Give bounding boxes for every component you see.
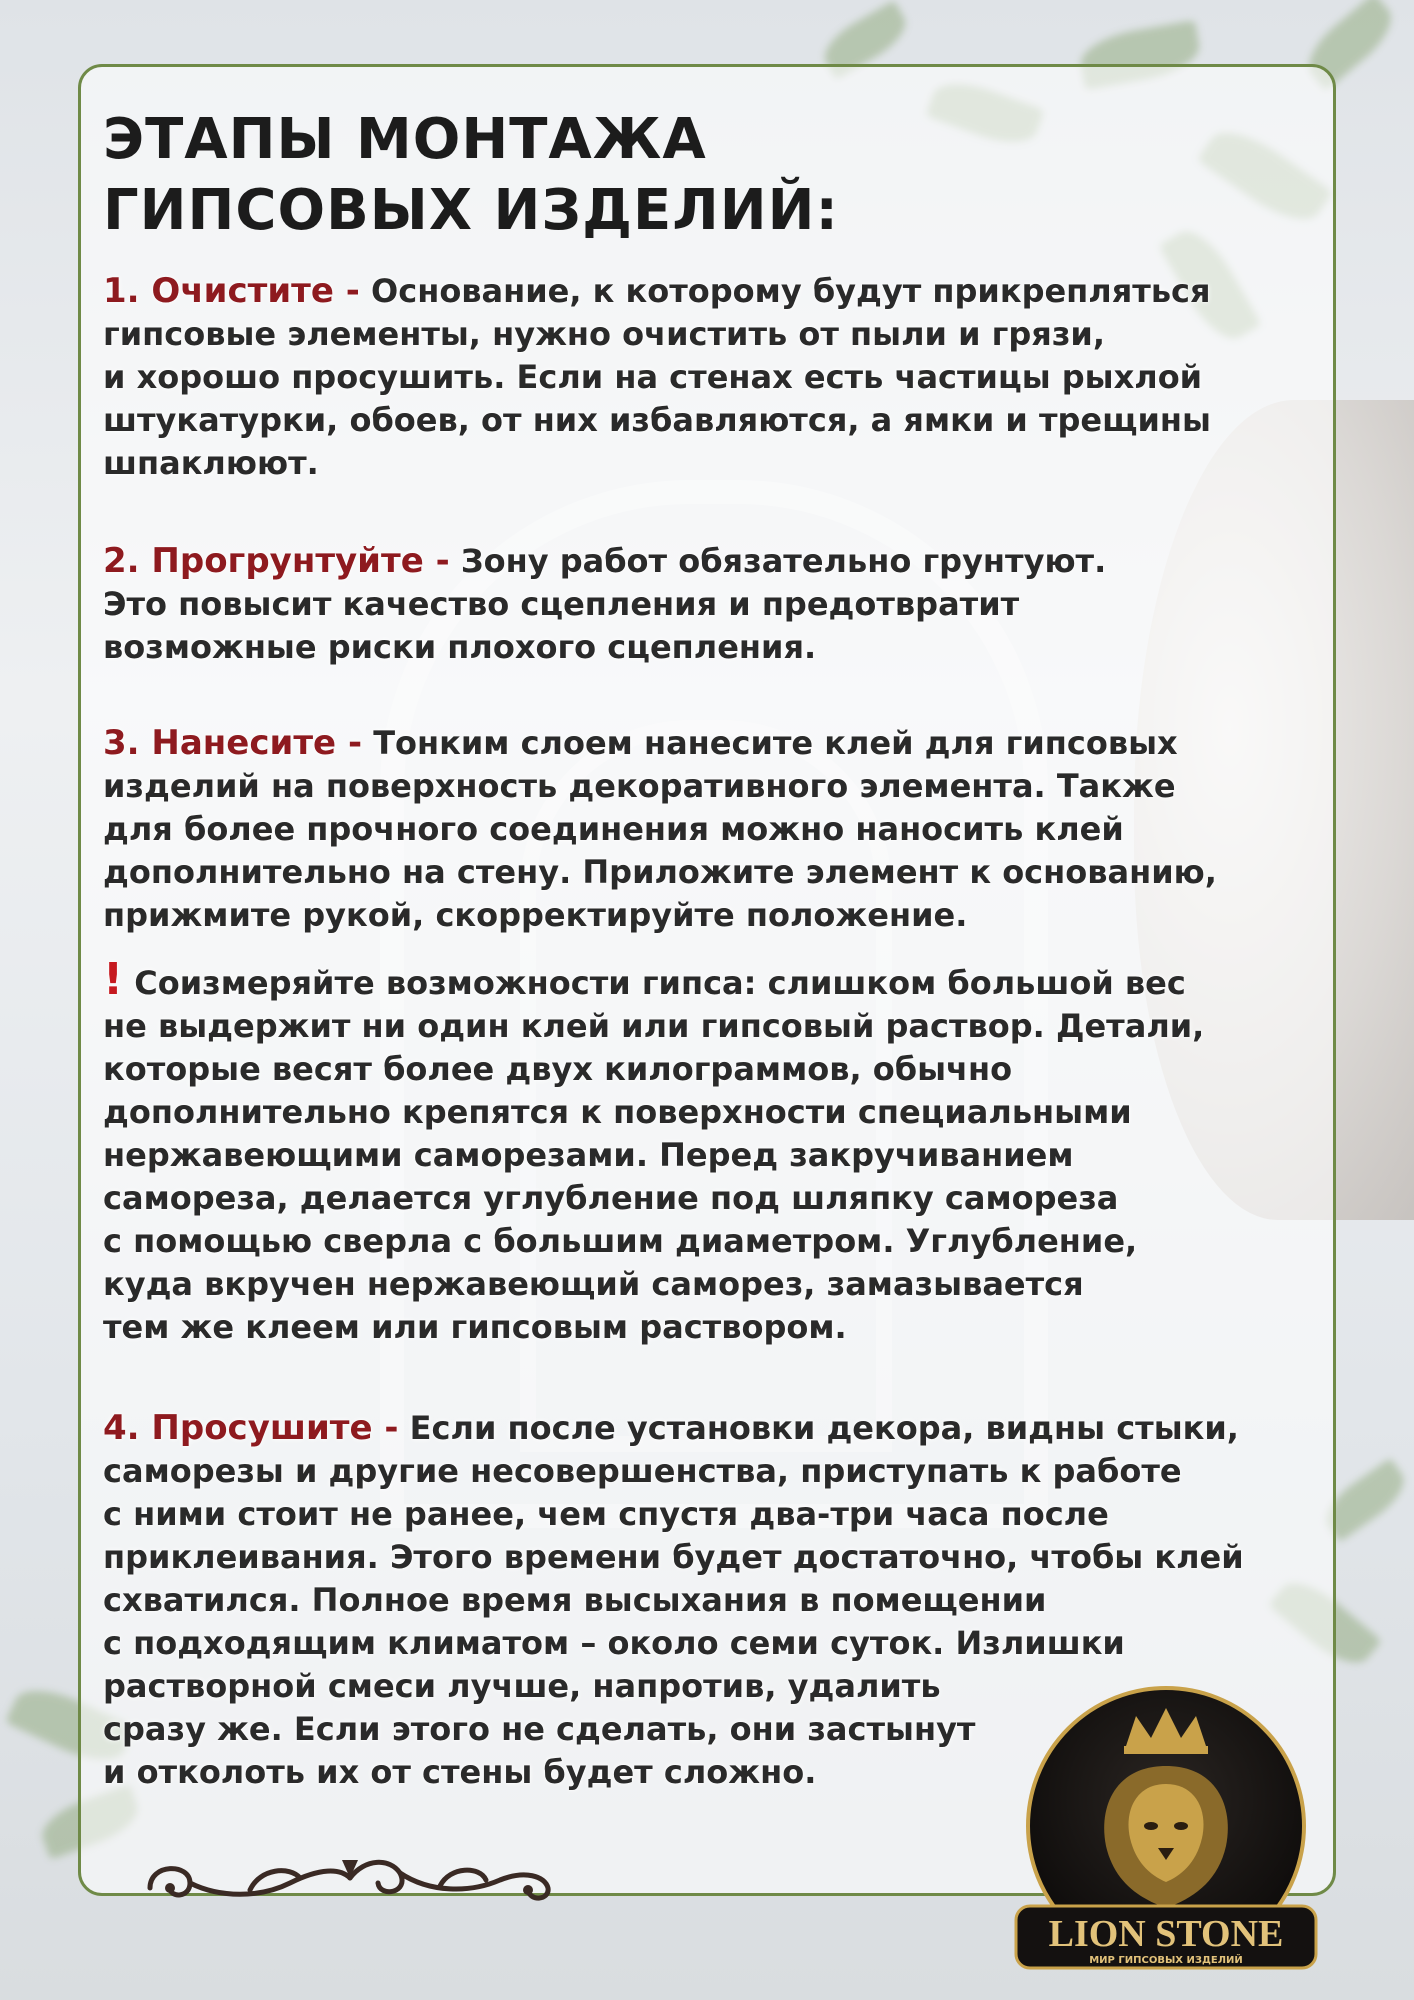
lion-stone-logo: [1006, 1676, 1326, 1996]
step-prime: [103, 540, 1318, 669]
exclamation-icon: !: [103, 954, 124, 1005]
page-title: [103, 104, 1003, 246]
warning-note: [103, 954, 1318, 1349]
step-clean: [103, 270, 1318, 485]
logo-name: LION STONE: [1048, 1913, 1284, 1955]
ornament-divider: [130, 1838, 570, 1918]
step-label: 3. Нанесите -: [103, 723, 363, 763]
logo-tagline: МИР ГИПСОВЫХ ИЗДЕЛИЙ: [1089, 1955, 1243, 1966]
title-line-2: ГИПСОВЫХ ИЗДЕЛИЙ:: [103, 178, 839, 243]
step-text: Зону работ обязательно грунтуют. Это повысит качество сцепления и предотвратит возможные риски плохого сцепления.: [103, 542, 1107, 666]
step-text: Основание, к которому будут прикрепляться гипсовые элементы, нужно очистить от пыли и грязи, и хорошо просушить. Если на стенах есть частицы рыхлой штукатурки, обоев, от них избавляются, а ямки и трещины шпаклюют.: [103, 272, 1211, 482]
title-line-1: ЭТАПЫ МОНТАЖА: [103, 107, 707, 172]
step-label: 1. Очистите -: [103, 271, 360, 311]
step-label: 4. Просушите -: [103, 1408, 399, 1448]
step-text: Тонким слоем нанесите клей для гипсовых изделий на поверхность декоративного элемента. Также для более прочного соединения можно наносить клей дополнительно на стену. Приложите элемент к основанию, прижмите рукой, скорректируйте положение.: [103, 724, 1217, 934]
step-text: Если после установки декора, видны стыки, саморезы и другие несовершенства, приступать к работе с ними стоит не ранее, чем спустя два-три часа после приклеивания. Этого времени будет достаточно, чтобы клей схватился. Полное время высыхания в помещении с подходящим климатом – около семи суток. Излишки растворной смеси лучше, напротив, удалить сразу же. Если этого не сделать, они застынут и отколоть их от стены будет сложно.: [103, 1409, 1244, 1791]
step-label: 2. Прогрунтуйте -: [103, 541, 450, 581]
step-apply: [103, 722, 1318, 937]
warning-text: Соизмеряйте возможности гипса: слишком большой вес не выдержит ни один клей или гипсовый раствор. Детали, которые весят более двух килограммов, обычно дополнительно крепятся к поверхности специальными нержавеющими саморезами. Перед закручиванием самореза, делается углубление под шляпку самореза с помощью сверла с большим диаметром. Углубление, куда вкручен нержавеющий саморез, замазывается тем же клеем или гипсовым раствором.: [103, 964, 1205, 1346]
